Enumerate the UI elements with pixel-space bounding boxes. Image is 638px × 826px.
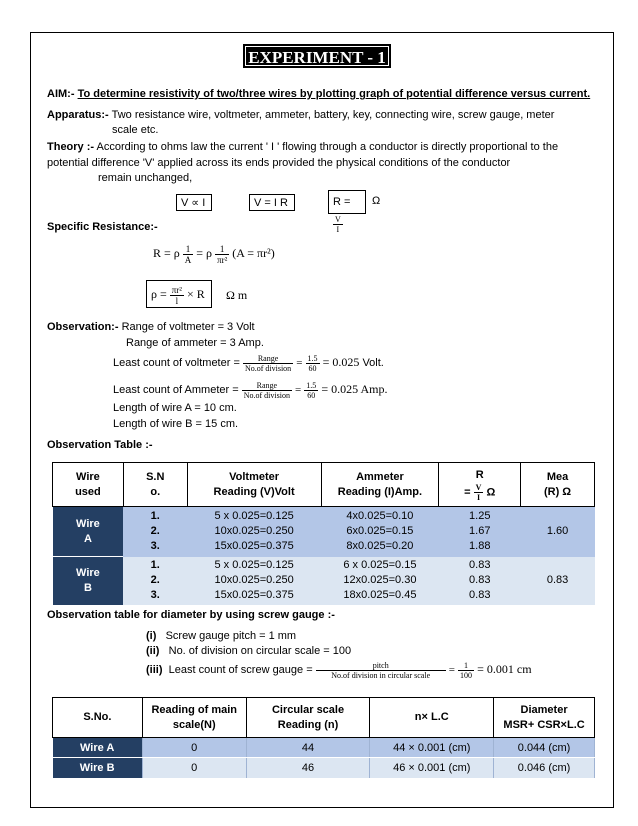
- range-voltmeter: Range of voltmeter = 3 Volt: [121, 321, 255, 333]
- frac-den: I: [336, 224, 340, 234]
- wire-a-label: Wire A: [53, 507, 124, 557]
- frac-num: Range: [242, 381, 292, 391]
- lc-a-frac-2: [304, 381, 318, 400]
- frac-num: 1: [183, 244, 194, 255]
- row-name: Wire B: [53, 758, 143, 778]
- header-n-lc: n× L.C: [370, 698, 494, 738]
- header-mean: Mea (R) Ω: [521, 463, 595, 507]
- rho-frac: [170, 285, 184, 306]
- length-wire-a: Length of wire A = 10 cm.: [113, 402, 237, 414]
- aim-label: AIM:-: [47, 88, 75, 100]
- row-diam: 0.046 (cm): [494, 758, 595, 778]
- lc-screw-frac-2: $\frac{1}{100}$: [460, 660, 473, 680]
- resistance-formula: [153, 241, 275, 265]
- theory-text-3: remain unchanged,: [98, 172, 193, 184]
- frac-num: 1.5: [307, 353, 318, 363]
- header-diameter: Diameter MSR+ CSR×L.C: [494, 698, 595, 738]
- lc-ammeter: Least count of Ammeter = $\frac{\text{Range}}{\text{No.of division}}$ = $\frac{1.5}{60}$ = 0.025 Amp.: [113, 380, 388, 400]
- wire-b-mean: 0.83: [521, 557, 595, 605]
- apparatus-label: Apparatus:-: [47, 109, 109, 121]
- wire-b-label: Wire B: [53, 557, 124, 605]
- frac-num: 1: [215, 244, 229, 255]
- lc-v-value: = 0.025: [322, 355, 360, 369]
- wire-a-current: 4x0.025=0.10 6x0.025=0.15 8x0.025=0.20: [321, 507, 439, 557]
- aim-text: To determine resistivity of two/three wires by plotting graph of potential difference versus current.: [77, 88, 591, 100]
- r-mid: = ρ: [196, 246, 213, 260]
- theory-text-2: potential difference 'V' applied across its ends provided the physical conditions of the conductor: [47, 157, 511, 169]
- header-main-scale: Reading of main scale(N): [142, 698, 246, 738]
- formula-resistance-fraction: [333, 215, 343, 234]
- header-resistance: R = $\frac{V}{I}$ Ω: [439, 463, 521, 507]
- apparatus-text: Two resistance wire, voltmeter, ammeter, battery, key, connecting wire, screw gauge, meter: [111, 109, 555, 121]
- observation-table-header: [53, 463, 595, 507]
- row-circ: 44: [246, 738, 370, 758]
- formula-ohms-law: V = I R: [249, 194, 295, 211]
- wire-b-resistance: 0.83 0.83 0.83: [439, 557, 521, 605]
- table-row: [53, 758, 595, 778]
- observation-table: [52, 462, 595, 605]
- lc-v-frac-2: [306, 354, 320, 373]
- frac-den: A: [184, 254, 192, 265]
- wire-b-current: 6 x 0.025=0.15 12x0.025=0.30 18x0.025=0.45: [321, 557, 439, 605]
- page-title: EXPERIMENT - 1: [243, 44, 391, 68]
- screw-gauge-item-iii: (iii) Least count of screw gauge = $\frac{\text{pitch}}{\text{No.of division in circular scale}}$ = $\frac{1}{100}$ = 0.001 cm: [146, 660, 532, 680]
- row-nlc: 44 × 0.001 (cm): [370, 738, 494, 758]
- wire-a-sn: 1. 2. 3.: [123, 507, 187, 557]
- table-row: [53, 738, 595, 758]
- observation-label: Observation:-: [47, 321, 119, 333]
- resistivity-formula-box: [146, 280, 212, 308]
- theory-text-1: According to ohms law the current ' I ' flowing through a conductor is directly proportional to the: [96, 141, 559, 153]
- header-voltmeter: Voltmeter Reading (V)Volt: [187, 463, 321, 507]
- wire-b-sn: 1. 2. 3.: [123, 557, 187, 605]
- r-prefix: R = ρ: [153, 246, 180, 260]
- r-frac-2: [215, 244, 229, 265]
- rho-prefix: ρ =: [151, 287, 167, 301]
- apparatus-text-2: scale etc.: [112, 124, 159, 136]
- lc-screw-frac: $\frac{\text{pitch}}{\text{No.of division in circular scale}}$: [316, 661, 446, 680]
- lc-a-value: = 0.025 Amp.: [321, 382, 388, 396]
- screw-gauge-label: Observation table for diameter by using screw gauge :-: [47, 609, 335, 621]
- frac-den: 60: [307, 390, 316, 400]
- row-nlc: 46 × 0.001 (cm): [370, 758, 494, 778]
- formula-resistance-prefix: R =: [333, 196, 351, 208]
- table-row-wire-a: [53, 507, 595, 557]
- frac-num: πr²: [171, 284, 183, 295]
- theory-line-1: [47, 141, 558, 153]
- screw-gauge-item-i: (i) Screw gauge pitch = 1 mm: [146, 630, 297, 642]
- row-diam: 0.044 (cm): [494, 738, 595, 758]
- aim-line: [47, 88, 590, 100]
- header-sn: S.N o.: [123, 463, 187, 507]
- range-ammeter: Range of ammeter = 3 Amp.: [126, 337, 264, 349]
- row-name: Wire A: [53, 738, 143, 758]
- frac-den: No.of division: [243, 390, 290, 400]
- frac-den: 60: [308, 363, 317, 373]
- lc-a-frac: [242, 381, 292, 400]
- header-circular-scale: Circular scale Reading (n): [246, 698, 370, 738]
- frac-den: πr²: [217, 254, 228, 265]
- rho-suffix: × R: [187, 287, 205, 301]
- frac-num: V: [335, 214, 341, 224]
- frac-num: Range: [243, 354, 293, 364]
- apparatus-line: [47, 109, 554, 121]
- diameter-table: [52, 697, 595, 778]
- theory-label: Theory :-: [47, 141, 95, 153]
- diameter-table-header: [53, 698, 595, 738]
- specific-resistance-label: Specific Resistance:-: [47, 221, 158, 233]
- table-row-wire-b: [53, 557, 595, 605]
- observation-line: [47, 321, 255, 333]
- screw-gauge-item-ii: (ii) No. of division on circular scale = 100: [146, 645, 352, 657]
- header-ammeter: Ammeter Reading (I)Amp.: [321, 463, 439, 507]
- lc-v-frac: [243, 354, 293, 373]
- formula-resistance-unit: Ω: [372, 195, 381, 207]
- lc-voltmeter: Least count of voltmeter = $\frac{\text{Range}}{\text{No.of division}}$ = $\frac{1.5}{60}$ = 0.025 Volt.: [113, 353, 384, 373]
- frac-den: l: [175, 295, 179, 306]
- header-sno: S.No.: [53, 698, 143, 738]
- frac-den: No.of division: [244, 363, 292, 373]
- formula-resistance: [328, 190, 366, 234]
- row-circ: 46: [246, 758, 370, 778]
- header-wire: Wire used: [53, 463, 124, 507]
- observation-table-label: Observation Table :-: [47, 439, 153, 451]
- wire-b-voltage: 5 x 0.025=0.125 10x0.025=0.250 15x0.025=0.375: [187, 557, 321, 605]
- r-suffix: (A = πr²): [232, 246, 275, 260]
- frac-num: 1.5: [306, 380, 317, 390]
- formula-proportional: V ∝ I: [176, 194, 212, 211]
- lc-a-prefix: Least count of Ammeter =: [113, 384, 239, 396]
- wire-a-voltage: 5 x 0.025=0.125 10x0.025=0.250 15x0.025=0.375: [187, 507, 321, 557]
- row-main: 0: [142, 758, 246, 778]
- lc-v-prefix: Least count of voltmeter =: [113, 357, 240, 369]
- resistivity-unit: Ω m: [226, 288, 248, 302]
- lc-v-unit: Volt.: [362, 357, 384, 369]
- wire-a-mean: 1.60: [521, 507, 595, 557]
- length-wire-b: Length of wire B = 15 cm.: [113, 418, 239, 430]
- row-main: 0: [142, 738, 246, 758]
- r-frac-1: [183, 244, 194, 265]
- wire-a-resistance: 1.25 1.67 1.88: [439, 507, 521, 557]
